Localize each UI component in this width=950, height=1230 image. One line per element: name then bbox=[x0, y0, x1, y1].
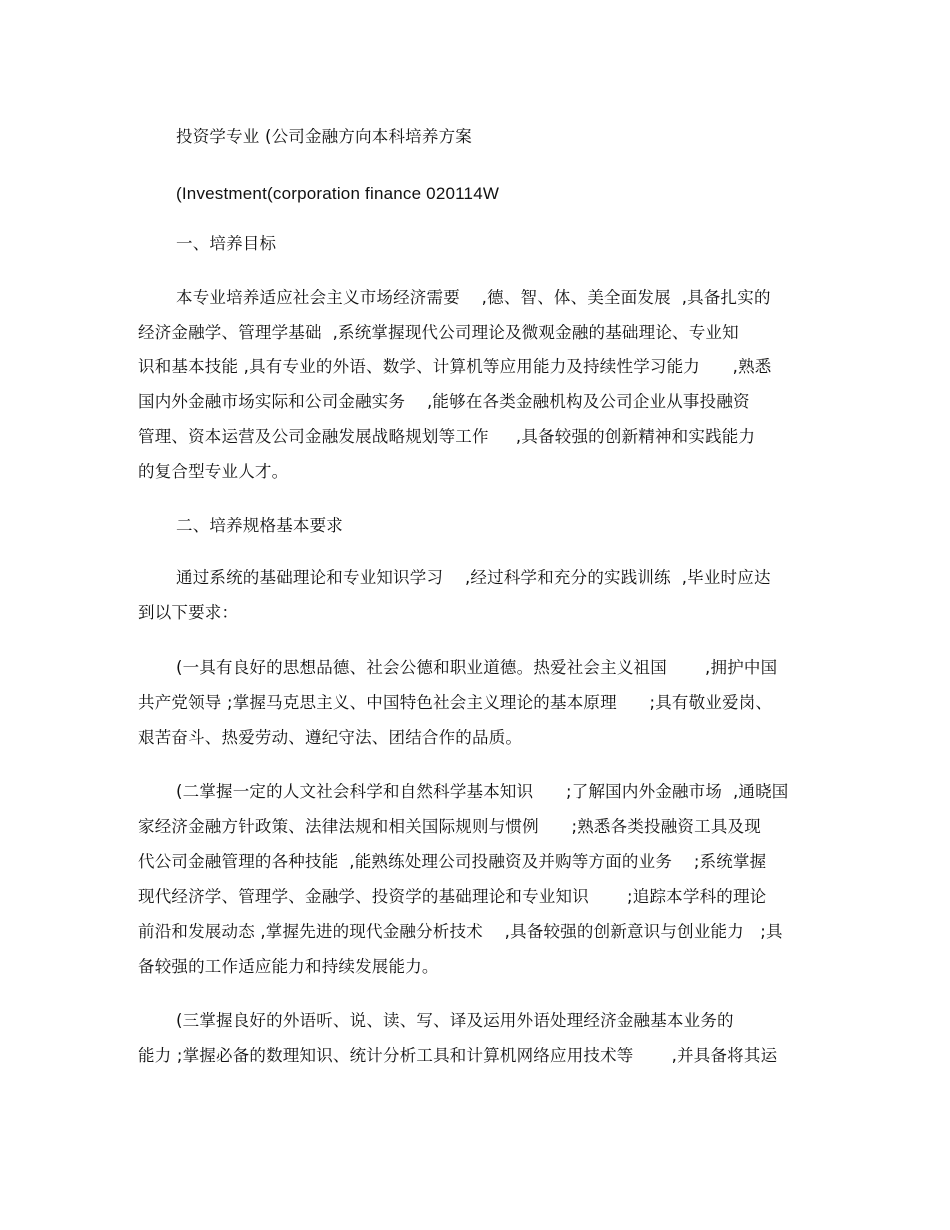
requirement-1-line: 共产党领导 ;掌握马克思主义、中国特色社会主义理论的基本原理 ;具有敬业爱岗、 bbox=[138, 693, 773, 712]
requirement-3-line: 能力 ;掌握必备的数理知识、统计分析工具和计算机网络应用技术等 ,并具备将其运 bbox=[138, 1046, 778, 1065]
requirement-2-line: 家经济金融方针政策、法律法规和相关国际规则与惯例 ;熟悉各类投融资工具及现 bbox=[138, 817, 761, 836]
requirement-2-line: 代公司金融管理的各种技能 ,能熟练处理公司投融资及并购等方面的业务 ;系统掌握 bbox=[138, 852, 767, 871]
document-title: 投资学专业 (公司金融方向本科培养方案 bbox=[176, 127, 472, 146]
section1-line: 识和基本技能 ,具有专业的外语、数学、计算机等应用能力及持续性学习能力 ,熟悉 bbox=[138, 357, 772, 376]
requirement-2-line: 现代经济学、管理学、金融学、投资学的基础理论和专业知识 ;追踪本学科的理论 bbox=[138, 887, 767, 906]
requirement-1-line: (一具有良好的思想品德、社会公德和职业道德。热爱社会主义祖国 ,拥护中国 bbox=[176, 658, 778, 677]
section1-line: 经济金融学、管理学基础 ,系统掌握现代公司理论及微观金融的基础理论、专业知 bbox=[138, 323, 739, 342]
section1-heading: 一、培养目标 bbox=[176, 234, 277, 253]
requirement-2-line: 备较强的工作适应能力和持续发展能力。 bbox=[138, 957, 439, 976]
section1-line: 的复合型专业人才。 bbox=[138, 462, 289, 481]
section2-heading: 二、培养规格基本要求 bbox=[176, 516, 343, 535]
section2-intro-line: 通过系统的基础理论和专业知识学习 ,经过科学和充分的实践训练 ,毕业时应达 bbox=[176, 568, 771, 587]
section1-line: 国内外金融市场实际和公司金融实务 ,能够在各类金融机构及公司企业从事投融资 bbox=[138, 392, 750, 411]
section1-line: 管理、资本运营及公司金融发展战略规划等工作 ,具备较强的创新精神和实践能力 bbox=[138, 427, 756, 446]
requirement-1-line: 艰苦奋斗、热爱劳动、遵纪守法、团结合作的品质。 bbox=[138, 728, 523, 747]
requirement-2-line: (二掌握一定的人文社会科学和自然科学基本知识 ;了解国内外金融市场 ,通晓国 bbox=[176, 782, 789, 801]
document-subtitle: (Investment(corporation finance 020114W bbox=[176, 184, 500, 203]
requirement-2-line: 前沿和发展动态 ,掌握先进的现代金融分析技术 ,具备较强的创新意识与创业能力 ;具 bbox=[138, 922, 783, 941]
section2-intro-line: 到以下要求： bbox=[138, 603, 239, 622]
section1-line: 本专业培养适应社会主义市场经济需要 ,德、智、体、美全面发展 ,具备扎实的 bbox=[176, 288, 771, 307]
requirement-3-line: (三掌握良好的外语听、说、读、写、译及运用外语处理经济金融基本业务的 bbox=[176, 1011, 734, 1030]
